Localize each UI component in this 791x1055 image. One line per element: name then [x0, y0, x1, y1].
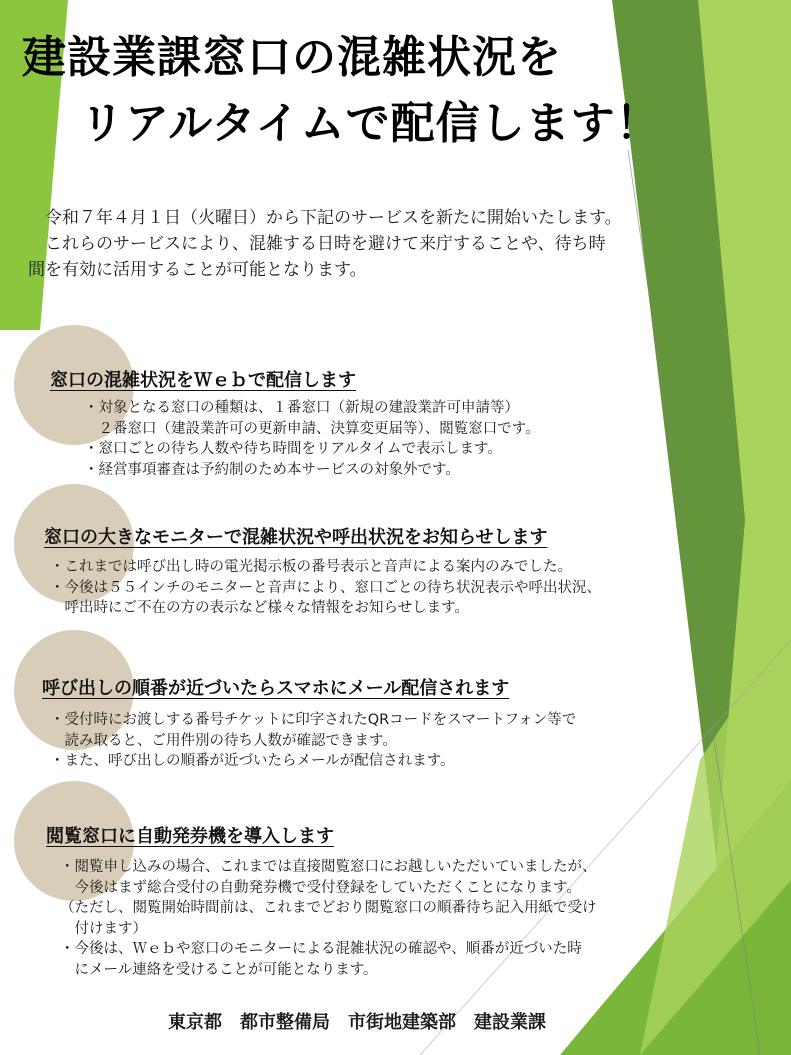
section-4-heading: 閲覧窓口に自動発券機を導入します — [46, 826, 334, 847]
page-title-line-2: リアルタイムで配信します！ — [80, 98, 661, 149]
intro-paragraph-2-cont: 間を有効に活用することが可能となります。 — [28, 260, 367, 280]
list-item: 読み取ると、ご用件別の待ち人数が確認できます。 — [50, 732, 397, 749]
list-item: ２番窓口（建設業許可の更新申請、決算変更届等）、閲覧窓口です。 — [84, 420, 540, 437]
list-item: 付けます） — [60, 920, 147, 937]
list-item: ・今後は５５インチのモニターと音声により、窓口ごとの待ち状況表示や呼出状況、 — [50, 579, 601, 596]
intro-paragraph-2: これらのサービスにより、混雑する日時を避けて来庁することや、待ち時 — [45, 234, 606, 254]
list-item: ・対象となる窓口の種類は、１番窓口（新規の建設業許可申請等） — [84, 400, 519, 416]
section-3-heading: 呼び出しの順番が近づいたらスマホにメール配信されます — [42, 678, 510, 699]
list-item: ・受付時にお渡しする番号チケットに印字されたQRコードをスマートフォン等で — [50, 712, 577, 728]
list-item: ・閲覧申し込みの場合、これまでは直接閲覧窓口にお越しいただいていましたが、 — [60, 859, 597, 875]
section-4-list — [60, 857, 597, 980]
section-2-list — [50, 557, 601, 619]
intro-text — [28, 205, 748, 283]
list-item: ・これまでは呼び出し時の電光掲示板の番号表示と音声による案内のみでした。 — [50, 559, 572, 575]
list-item: （ただし、閲覧開始時間前は、これまでどおり閲覧窓口の順番待ち記入用紙で受け — [60, 900, 597, 916]
section-1-list — [84, 398, 540, 480]
page-title-line-1: 建設業課窓口の混雑状況を — [22, 32, 562, 83]
list-item: 今後はまず総合受付の自動発券機で受付登録をしていただくことになります。 — [60, 879, 581, 896]
list-item: ・経営事項審査は予約制のため本サービスの対象外です。 — [84, 461, 460, 478]
section-3-list — [50, 710, 576, 772]
intro-paragraph-1: 令和７年４月１日（火曜日）から下記のサービスを新たに開始いたします。 — [45, 208, 622, 228]
section-1-heading: 窓口の混雑状況をＷｅｂで配信します — [50, 370, 356, 391]
footer-organization: 東京都 都市整備局 市街地建築部 建設業課 — [168, 1012, 546, 1033]
section-2-heading: 窓口の大きなモニターで混雑状況や呼出状況をお知らせします — [44, 527, 548, 548]
list-item: 呼出時にご不在の方の表示など様々な情報をお知らせします。 — [50, 600, 469, 616]
list-item: ・また、呼び出しの順番が近づいたらメールが配信されます。 — [50, 753, 455, 769]
list-item: ・今後は、Ｗｅｂや窓口のモニターによる混雑状況の確認や、順番が近づいた時 — [60, 941, 582, 957]
list-item: にメール連絡を受けることが可能となります。 — [60, 961, 378, 978]
list-item: ・窓口ごとの待ち人数や待ち時間をリアルタイムで表示します。 — [84, 441, 502, 457]
